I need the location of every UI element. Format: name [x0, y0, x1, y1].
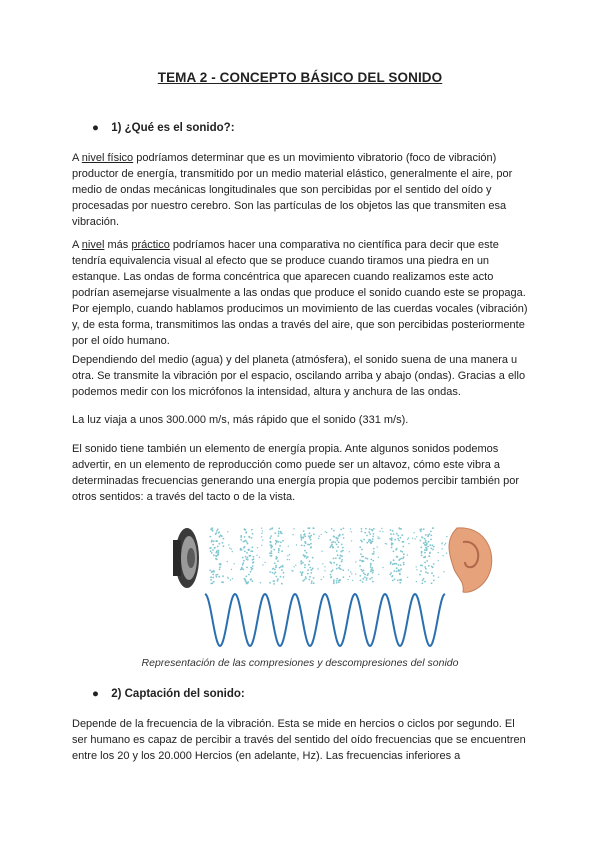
paragraph-velocidad-luz: La luz viaja a unos 300.000 m/s, más rápido que el sonido (331 m/s).	[72, 414, 409, 426]
ear-icon	[449, 528, 492, 592]
text-run: podríamos determinar que es un movimiento vibratorio (foco de vibración) productor de energía, transmitido por un medio material elástico, generalmente el aire, por medio de ondas mecánicas longitudinales que son percibidas por el sentido del oído y procesadas por nuestro cerebro. Son las partículas de los objetos las que transmiten esa vibración.	[72, 152, 513, 228]
section-1-heading-text: 1) ¿Qué es el sonido?:	[111, 122, 235, 134]
section-1-heading	[92, 122, 235, 134]
text-run: más	[104, 239, 132, 251]
paragraph-nivel-practico	[72, 237, 532, 349]
paragraph-medio: Dependiendo del medio (agua) y del planeta (atmósfera), el sonido suena de una manera u otra. Se transmite la vibración por el espacio, oscilando arriba y abajo (ondas). Gracias a ello podemos medir con los micrófonos la intensidad, altura y anchura de las ondas.	[72, 354, 526, 398]
paragraph-nivel-fisico	[72, 150, 532, 230]
page-title: TEMA 2 - CONCEPTO BÁSICO DEL SONIDO	[157, 70, 443, 85]
bullet: ●	[92, 688, 99, 700]
text-run: A	[72, 152, 82, 164]
underlined-term-practico: práctico	[131, 239, 170, 251]
figure-caption: Representación de las compresiones y descompresiones del sonido	[141, 657, 459, 669]
text-run: podríamos hacer una comparativa no científica para decir que este tendría equivalencia visual al efecto que se produce cuando tiramos una piedra en un estanque. Las ondas de forma concéntrica que aparecen cuando realizamos este acto podrían asemejarse visualmente a las ondas que produce el sonido cuando este se propaga. Por ejemplo, cuando hablamos producimos un movimiento de las cuerdas vocales (vibración) y, de esta forma, transmitimos las ondas a través del aire, que son percibidas posteriormente por el oído humano.	[72, 239, 528, 347]
underlined-term-nivel: nivel	[81, 239, 105, 251]
sound-wave-figure	[165, 520, 495, 650]
text-run: A	[72, 239, 82, 251]
section-2-heading-text: 2) Captación del sonido:	[111, 688, 245, 700]
paragraph-captacion: Depende de la frecuencia de la vibración. Esta se mide en hercios o ciclos por segundo. El ser humano es capaz de percibir a través del sentido del oído frecuencias que se encuentren entre los 20 y los 20.000 Hercios (en adelante, Hz). Las frecuencias inferiores a	[72, 718, 526, 762]
air-particles	[209, 527, 447, 585]
speaker-icon	[173, 528, 199, 588]
underlined-term-nivel-fisico: nivel físico	[81, 152, 134, 164]
section-2-heading	[92, 688, 245, 700]
sine-wave	[205, 594, 445, 646]
bullet: ●	[92, 122, 99, 134]
paragraph-energia-propia: El sonido tiene también un elemento de energía propia. Ante algunos sonidos podemos advertir, en un elemento de reproducción como puede ser un altavoz, cómo este vibra a determinadas frecuencias generando una energía propia que podemos percibir también por otros sentidos: a través del tacto o de la vista.	[72, 443, 520, 503]
